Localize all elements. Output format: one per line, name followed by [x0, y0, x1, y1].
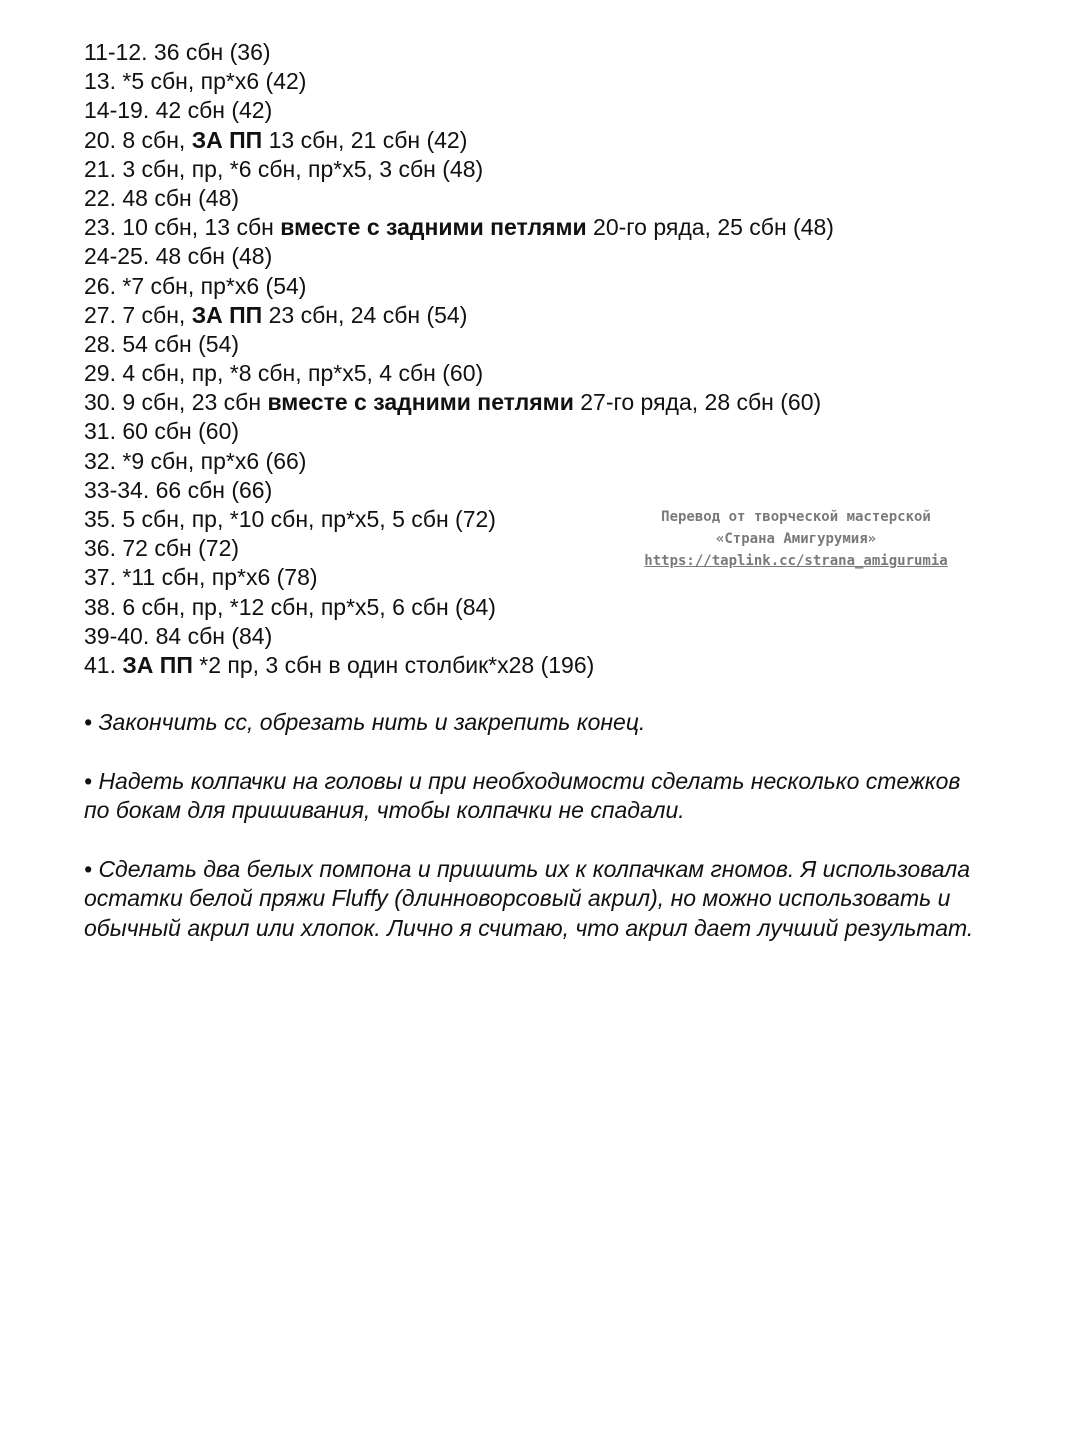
- pattern-row: [84, 272, 984, 301]
- row-number: 20.: [84, 126, 116, 153]
- row-text: 3 сбн, пр, *6 сбн, пр*х5, 3 сбн (48): [115, 155, 484, 182]
- pattern-row: [84, 359, 984, 388]
- row-text: 36 сбн (36): [147, 39, 271, 65]
- row-text: 72 сбн (72): [115, 535, 240, 562]
- row-text: 23 сбн, 24 сбн (54): [262, 301, 468, 328]
- row-text: 7 сбн,: [115, 301, 192, 328]
- pattern-row: [84, 126, 984, 155]
- row-text: 84 сбн (84): [149, 622, 273, 649]
- instruction-notes: [84, 708, 984, 972]
- row-number: 35.: [84, 506, 116, 532]
- row-text: 5 сбн, пр, *10 сбн, пр*х5, 5 сбн (72): [115, 506, 496, 532]
- row-text: 13 сбн, 21 сбн (42): [262, 126, 468, 153]
- row-number: 37.: [84, 564, 116, 591]
- pattern-row: [84, 242, 984, 271]
- row-emphasis: ЗА ПП: [191, 301, 263, 328]
- row-number: 30.: [84, 389, 116, 416]
- pattern-row: [84, 67, 984, 96]
- pattern-row: [84, 155, 984, 184]
- row-number: 28.: [84, 330, 116, 357]
- pattern-row: [84, 96, 984, 125]
- pattern-row: [84, 330, 984, 359]
- row-text: *11 сбн, пр*х6 (78): [115, 564, 318, 591]
- row-number: 13.: [84, 68, 116, 95]
- pattern-row: [84, 476, 984, 505]
- instruction-note: • Закончить сс, обрезать нить и закрепить конец.: [84, 709, 646, 735]
- row-number: 27.: [84, 301, 116, 328]
- pattern-row: [84, 388, 984, 417]
- row-text: 8 сбн,: [115, 126, 192, 153]
- row-number: 23.: [84, 214, 116, 241]
- row-number: 41.: [84, 651, 116, 678]
- row-number: 33-34.: [84, 476, 150, 503]
- row-number: 36.: [84, 535, 116, 562]
- pattern-row: [84, 622, 984, 651]
- row-emphasis: вместе с задними петлями: [280, 214, 587, 241]
- watermark-line-2: «Страна Амигурумия»: [715, 531, 877, 547]
- instruction-note: • Сделать два белых помпона и пришить их к колпачкам гномов. Я использовала остатки белой пряжи Fluffy (длинноворсовый акрил), но можно использовать и обычный акрил или хлопок. Лично я считаю, что акрил дает лучший результат.: [84, 855, 974, 941]
- pattern-row: [84, 184, 984, 213]
- row-text: *7 сбн, пр*х6 (54): [115, 272, 307, 299]
- pattern-rows: [84, 38, 984, 680]
- row-text: *9 сбн, пр*х6 (66): [115, 447, 307, 474]
- pattern-row: [84, 447, 984, 476]
- row-number: 14-19.: [84, 97, 150, 124]
- pattern-row: [84, 301, 984, 330]
- row-number: 11-12.: [84, 39, 148, 65]
- pattern-row: [84, 651, 984, 680]
- translator-watermark: [640, 506, 952, 572]
- row-text: 4 сбн, пр, *8 сбн, пр*х5, 4 сбн (60): [115, 360, 484, 387]
- row-number: 21.: [84, 155, 116, 182]
- row-text: *5 сбн, пр*х6 (42): [115, 68, 307, 95]
- row-number: 29.: [84, 360, 116, 387]
- row-number: 26.: [84, 272, 116, 299]
- row-text: 66 сбн (66): [149, 476, 273, 503]
- row-number: 38.: [84, 593, 116, 620]
- row-emphasis: вместе с задними петлями: [267, 389, 574, 416]
- row-number: 22.: [84, 184, 116, 211]
- row-text: 10 сбн, 13 сбн: [115, 214, 281, 241]
- row-number: 32.: [84, 447, 116, 474]
- pattern-row: [84, 213, 984, 242]
- row-text: 48 сбн (48): [149, 243, 273, 270]
- pattern-row: [84, 593, 984, 622]
- row-text: 9 сбн, 23 сбн: [115, 389, 268, 416]
- instruction-note: • Надеть колпачки на головы и при необходимости сделать несколько стежков по бокам для пришивания, чтобы колпачки не спадали.: [84, 767, 961, 823]
- row-text: 48 сбн (48): [115, 184, 240, 211]
- row-text: 54 сбн (54): [115, 330, 240, 357]
- watermark-link[interactable]: https://taplink.cc/strana_amigurumia: [644, 553, 948, 569]
- row-text: 42 сбн (42): [149, 97, 273, 124]
- row-text: *2 пр, 3 сбн в один столбик*х28 (196): [192, 651, 595, 678]
- row-text: 20-го ряда, 25 сбн (48): [586, 214, 834, 241]
- row-number: 24-25.: [84, 243, 150, 270]
- row-emphasis: ЗА ПП: [191, 126, 263, 153]
- pattern-row: [84, 417, 984, 446]
- row-text: 60 сбн (60): [115, 418, 240, 445]
- pattern-row: [84, 38, 984, 67]
- row-text: 27-го ряда, 28 сбн (60): [573, 389, 822, 416]
- watermark-line-1: Перевод от творческой мастерской: [661, 509, 931, 525]
- row-number: 31.: [84, 418, 116, 445]
- row-text: 6 сбн, пр, *12 сбн, пр*х5, 6 сбн (84): [115, 593, 496, 620]
- row-emphasis: ЗА ПП: [122, 651, 193, 678]
- row-number: 39-40.: [84, 622, 150, 649]
